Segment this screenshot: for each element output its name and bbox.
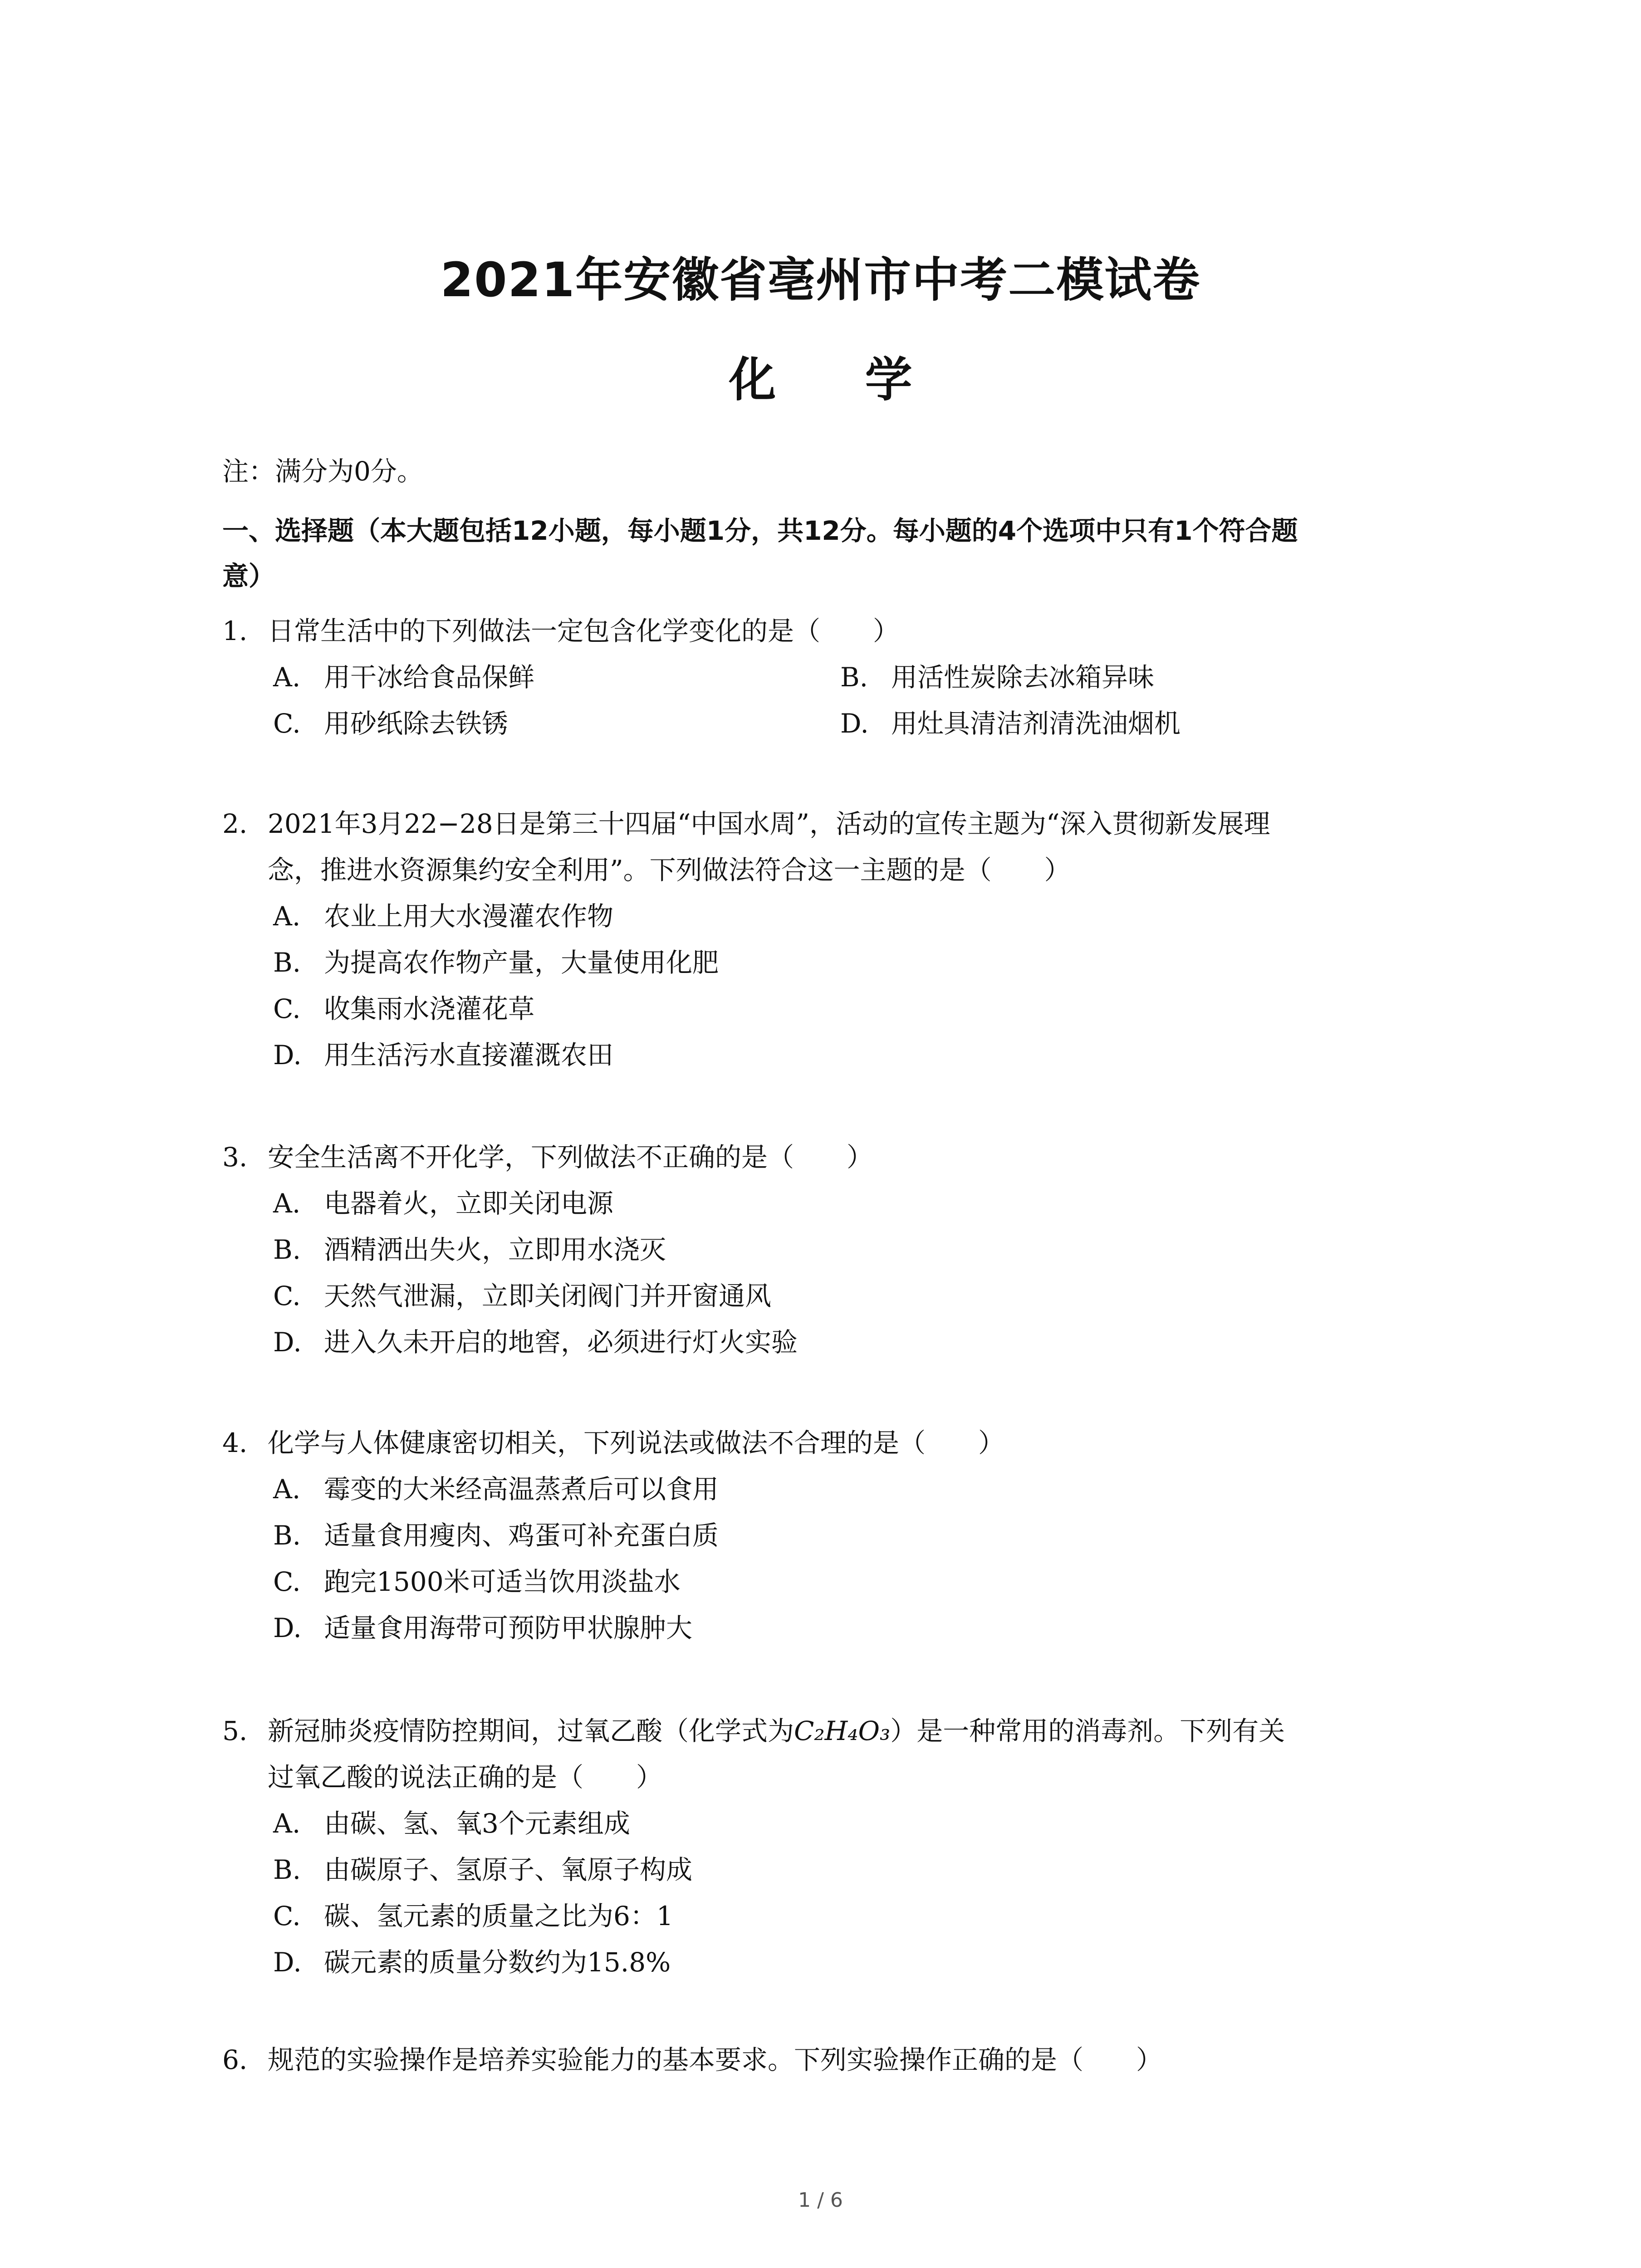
question-text: 新冠肺炎疫情防控期间，过氧乙酸（化学式为 (268, 1716, 794, 1746)
question-stem (222, 1420, 1447, 1466)
question-text-continued: 过氧乙酸的说法正确的是（ ） (268, 1762, 663, 1793)
question-stem (222, 1134, 1447, 1180)
question-number: 3. (222, 1142, 248, 1173)
option-d: D. 用生活污水直接灌溉农田 (273, 1040, 614, 1070)
question-number: 4. (222, 1427, 248, 1458)
question-text: 安全生活离不开化学，下列做法不正确的是（ ） (268, 1142, 873, 1173)
section-heading-line-2: 意） (222, 561, 275, 591)
option-c: C. 用砂纸除去铁锈 (273, 708, 509, 739)
exam-subject: 化 学 (729, 352, 949, 407)
option-c: C. 碳、氢元素的质量之比为6：1 (273, 1901, 673, 1931)
exam-title: 2021年安徽省亳州市中考二模试卷 (440, 252, 1201, 308)
option-d: D. 适量食用海带可预防甲状腺肿大 (273, 1613, 693, 1643)
question-text: 规范的实验操作是培养实验能力的基本要求。下列实验操作正确的是（ ） (268, 2044, 1163, 2075)
option-c: C. 天然气泄漏，立即关闭阀门并开窗通风 (273, 1281, 772, 1311)
option-list (222, 1800, 1447, 1985)
option-a: A. 农业上用大水漫灌农作物 (273, 901, 614, 932)
question-text-after-formula: ）是一种常用的消毒剂。下列有关 (890, 1716, 1285, 1746)
score-note: 注：满分为0分。 (222, 456, 423, 487)
question-stem (222, 2037, 1447, 2083)
option-b: B. 酒精洒出失火，立即用水浇灭 (273, 1234, 666, 1265)
question-stem (222, 1708, 1447, 1754)
question-6 (222, 2037, 1447, 2083)
section-heading (222, 508, 1447, 599)
option-a: A. 由碳、氢、氧3个元素组成 (273, 1808, 630, 1839)
question-text-continued: 念，推进水资源集约安全利用”。下列做法符合这一主题的是（ ） (268, 855, 1071, 885)
option-d: D. 进入久未开启的地窖，必须进行灯火实验 (273, 1327, 798, 1358)
question-text: 化学与人体健康密切相关，下列说法或做法不合理的是（ ） (268, 1427, 1005, 1458)
question-stem (222, 608, 1447, 654)
question-number: 5. (222, 1716, 248, 1746)
question-text: 日常生活中的下列做法一定包含化学变化的是（ ） (268, 616, 900, 646)
option-c: C. 跑完1500米可适当饮用淡盐水 (273, 1566, 681, 1597)
option-d: D. 用灶具清洁剂清洗油烟机 (840, 708, 1181, 739)
page-number: 1 / 6 (798, 2189, 843, 2212)
question-number: 2. (222, 808, 248, 839)
question-5 (222, 1708, 1447, 1985)
option-list (222, 654, 1447, 747)
option-b: B. 用活性炭除去冰箱异味 (840, 662, 1155, 693)
option-a: A. 霉变的大米经高温蒸煮后可以食用 (273, 1474, 719, 1505)
question-text: 2021年3月22−28日是第三十四届“中国水周”，活动的宣传主题为“深入贯彻新发展理 (268, 808, 1270, 839)
option-list (222, 893, 1447, 1078)
option-list (222, 1466, 1447, 1651)
question-1 (222, 608, 1447, 747)
option-b: B. 适量食用瘦肉、鸡蛋可补充蛋白质 (273, 1520, 719, 1551)
chemical-formula: C₂H₄O₃ (794, 1716, 891, 1746)
option-a: A. 用干冰给食品保鲜 (273, 662, 535, 693)
question-2 (222, 801, 1447, 1078)
option-a: A. 电器着火，立即关闭电源 (273, 1188, 614, 1219)
question-4 (222, 1420, 1447, 1651)
section-heading-line-1: 一、选择题（本大题包括12小题，每小题1分，共12分。每小题的4个选项中只有1个符合题 (222, 515, 1298, 546)
question-stem (222, 801, 1447, 847)
question-3 (222, 1134, 1447, 1365)
option-b: B. 由碳原子、氢原子、氧原子构成 (273, 1854, 693, 1885)
option-list (222, 1180, 1447, 1365)
option-b: B. 为提高农作物产量，大量使用化肥 (273, 947, 719, 978)
question-number: 1. (222, 616, 248, 646)
option-d: D. 碳元素的质量分数约为15.8% (273, 1947, 671, 1978)
question-number: 6. (222, 2044, 248, 2075)
option-c: C. 收集雨水浇灌花草 (273, 993, 535, 1024)
